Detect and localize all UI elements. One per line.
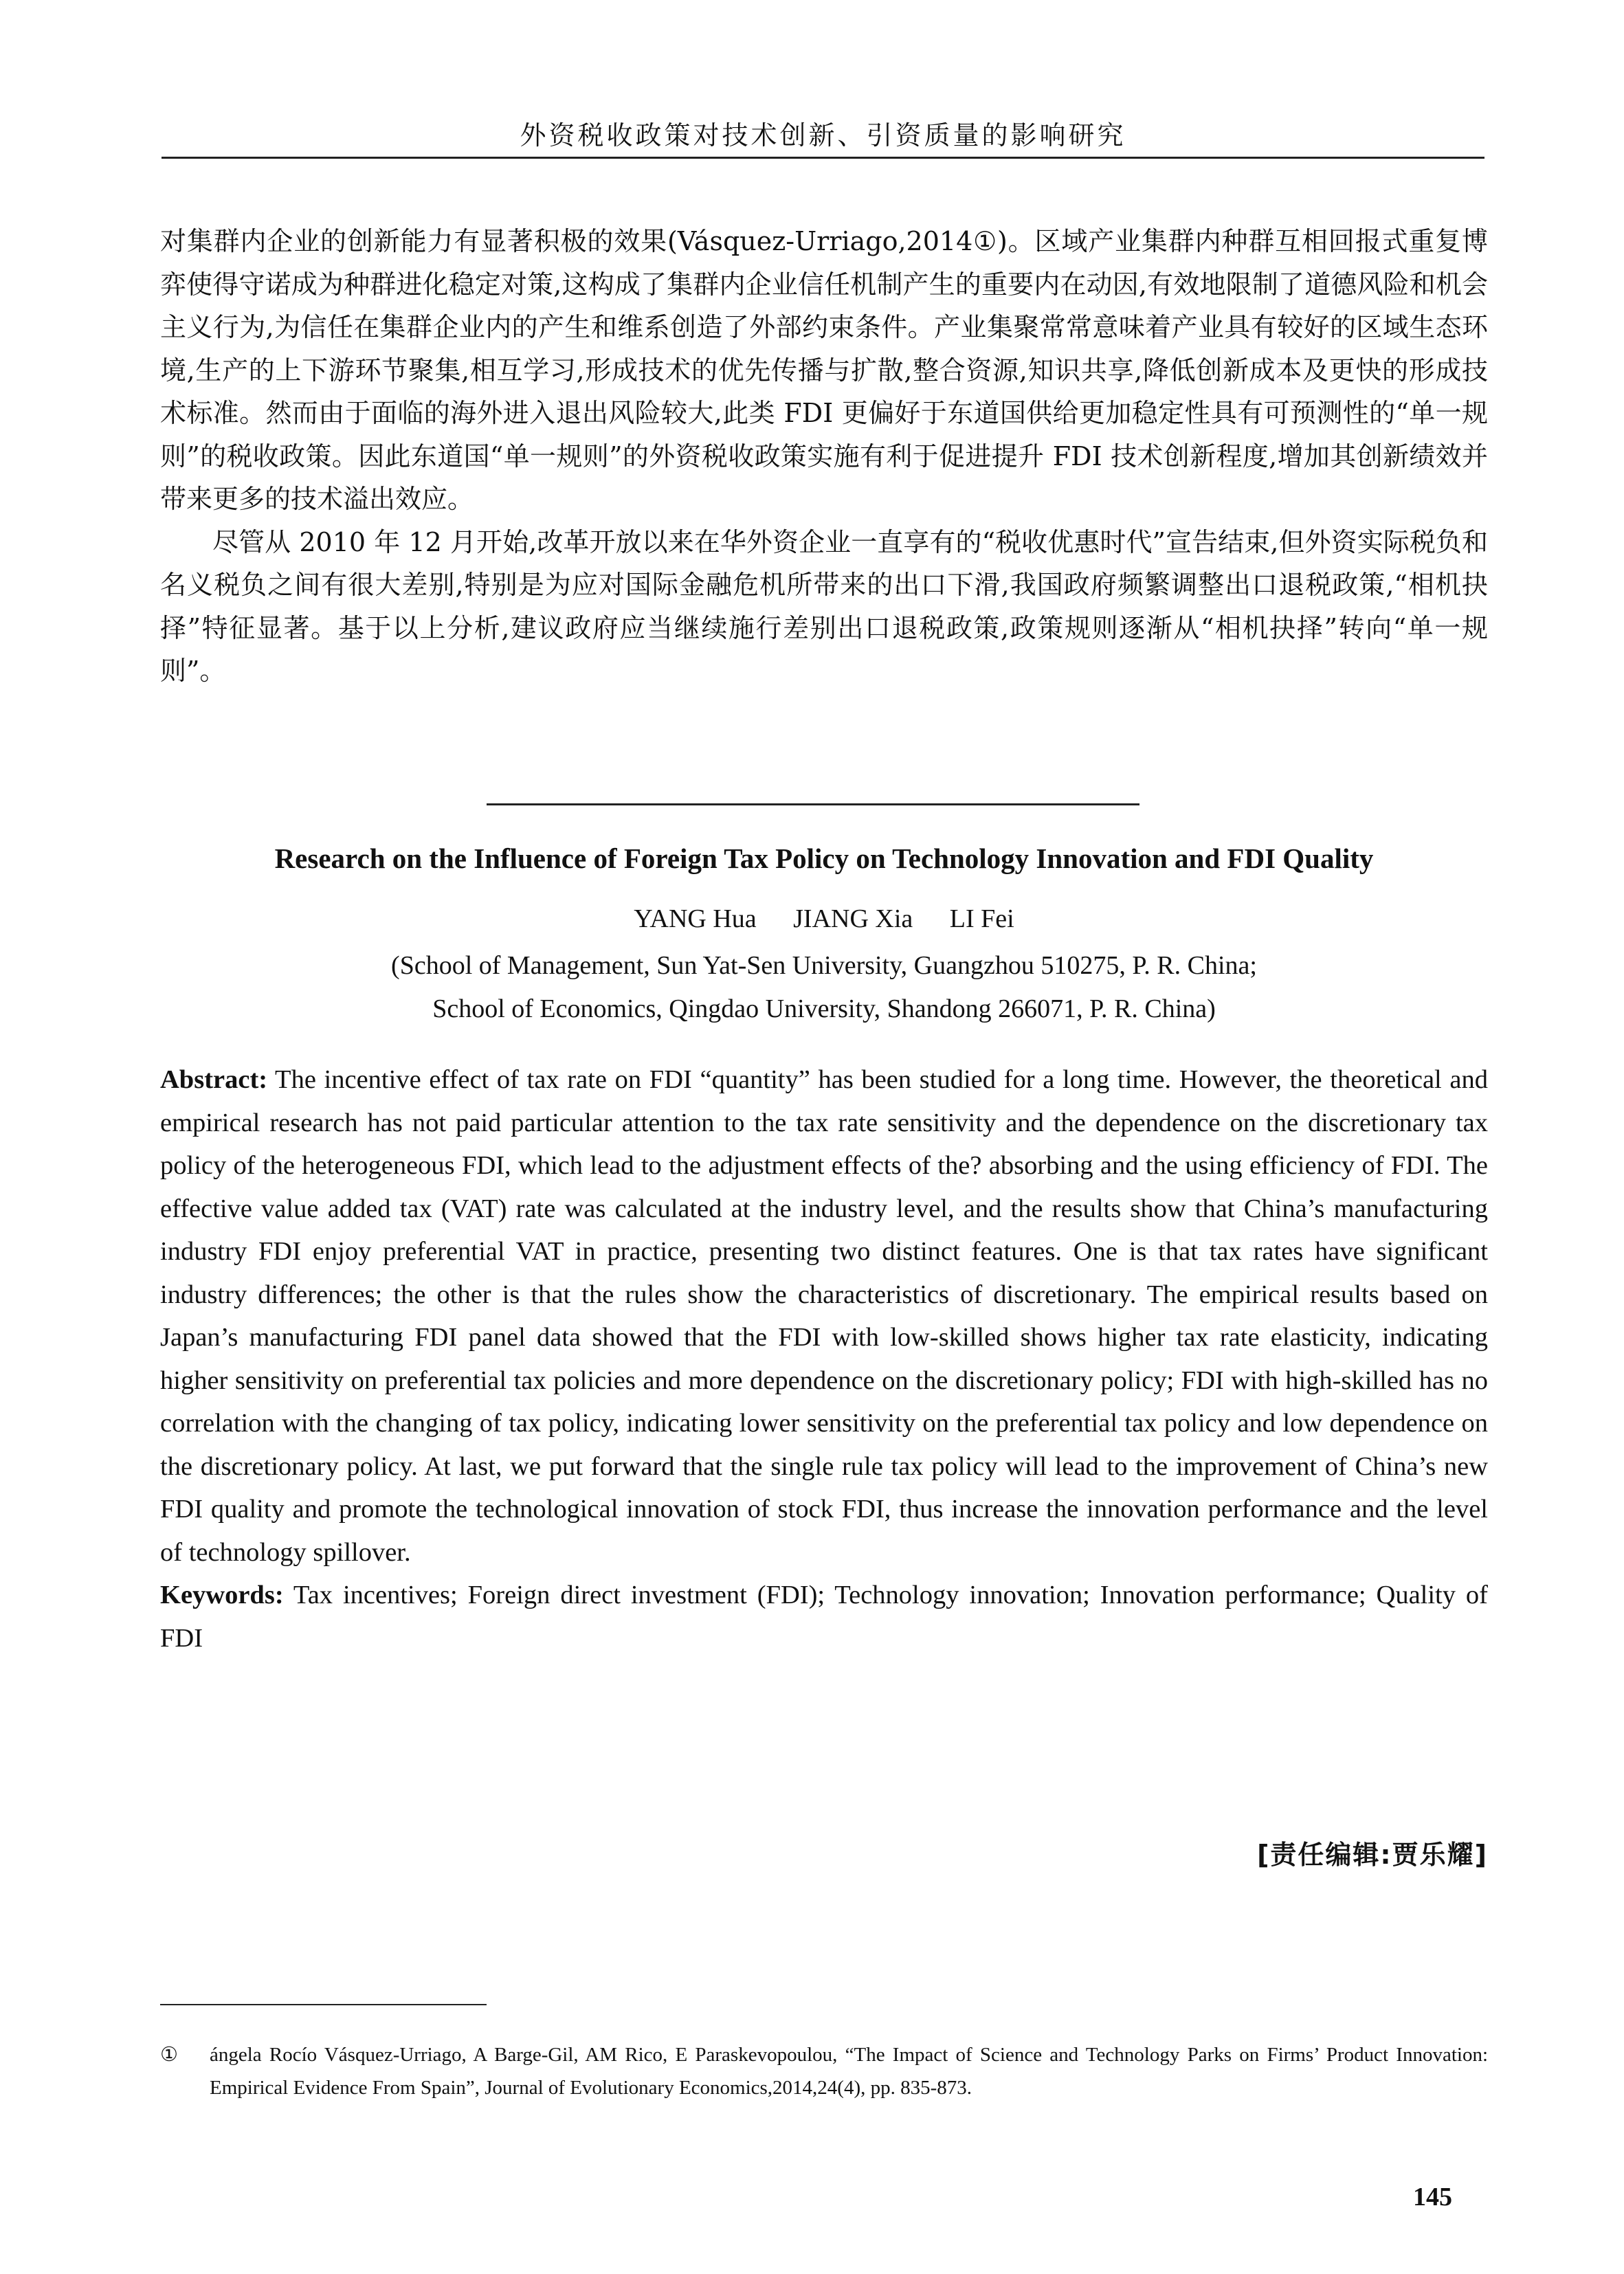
- author-list: [160, 904, 1488, 934]
- section-divider: [487, 803, 1139, 805]
- abstract-text: The incentive effect of tax rate on FDI “quantity” has been studied for a long time. However, the theoretical and empirical research has not paid particular attention to the tax rate sensitivity and the dependence on the discretionary tax policy of the heterogeneous FDI, which lead to the adjustment effects of the? absorbing and the using efficiency of FDI. The effective value added tax (VAT) rate was calculated at the industry level, and the results show that China’s manufacturing industry FDI enjoy preferential VAT in practice, presenting two distinct features. One is that tax rates have significant industry differences; the other is that the rules show the characteristics of discretionary. The empirical results based on Japan’s manufacturing FDI panel data showed that the FDI with low-skilled shows higher tax rate elasticity, indicating higher sensitivity on preferential tax policies and more dependence on the discretionary policy; FDI with high-skilled has no correlation with the changing of tax policy, indicating lower sensitivity on the preferential tax policy and low dependence on the discretionary policy. At last, we put forward that the single rule tax policy will lead to the improvement of China’s new FDI quality and promote the technological innovation of stock FDI, thus increase the innovation performance and the level of technology spillover.: [160, 1065, 1488, 1567]
- responsible-editor: [责任编辑:贾乐耀]: [1257, 1840, 1488, 1870]
- footnote-mark: ①: [160, 2044, 178, 2066]
- affiliation-line-2: School of Economics, Qingdao University, Shandong 266071, P. R. China): [432, 994, 1216, 1023]
- author-name: YANG Hua: [634, 904, 757, 933]
- running-header: 外资税收政策对技术创新、引资质量的影响研究: [520, 120, 1126, 151]
- abstract-label: Abstract:: [160, 1065, 268, 1094]
- affiliation-line-1: (School of Management, Sun Yat-Sen University, Guangzhou 510275, P. R. China;: [391, 951, 1257, 980]
- footnote: [160, 2038, 1488, 2104]
- body-paragraph-1: 对集群内企业的创新能力有显著积极的效果(Vásquez-Urriago,2014①)。区域产业集群内种群互相回报式重复博弈使得守诺成为种群进化稳定对策,这构成了集群内企业信任机制产生的重要内在动因,有效地限制了道德风险和机会主义行为,为信任在集群企业内的产生和维系创造了外部约束条件。产业集聚常常意味着产业具有较好的区域生态环境,生产的上下游环节聚集,相互学习,形成技术的优先传播与扩散,整合资源,知识共享,降低创新成本及更快的形成技术标准。然而由于面临的海外进入退出风险较大,此类 FDI 更偏好于东道国供给更加稳定性具有可预测性的“单一规则”的税收政策。因此东道国“单一规则”的外资税收政策实施有利于促进提升 FDI 技术创新程度,增加其创新绩效并带来更多的技术溢出效应。: [160, 226, 1488, 514]
- page-number: 145: [1413, 2183, 1452, 2211]
- author-name: LI Fei: [949, 904, 1014, 933]
- body-paragraph-2: 尽管从 2010 年 12 月开始,改革开放以来在华外资企业一直享有的“税收优惠时代”宣告结束,但外资实际税负和名义税负之间有很大差别,特别是为应对国际金融危机所带来的出口下滑,我国政府频繁调整出口退税政策,“相机抉择”特征显著。基于以上分析,建议政府应当继续施行差别出口退税政策,政策规则逐渐从“相机抉择”转向“单一规则”。: [160, 526, 1488, 686]
- keywords-label: Keywords:: [160, 1581, 284, 1609]
- abstract-paragraph: [160, 1058, 1488, 1574]
- author-name: JIANG Xia: [793, 904, 913, 933]
- english-title: Research on the Influence of Foreign Tax Policy on Technology Innovation and FDI Quality: [274, 843, 1374, 874]
- footnote-text: ángela Rocío Vásquez-Urriago, A Barge-Gil, AM Rico, E Paraskevopoulou, “The Impact of Science and Technology Parks on Firms’ Product Innovation: Empirical Evidence From Spain”, Journal of Evolutionary Economics,2014,24(4), pp. 835-873.: [210, 2044, 1488, 2099]
- header-rule: [162, 157, 1484, 159]
- keywords-paragraph: [160, 1574, 1488, 1660]
- keywords-text: Tax incentives; Foreign direct investment (FDI); Technology innovation; Innovation performance; Quality of FDI: [160, 1581, 1488, 1653]
- english-abstract: [160, 1058, 1488, 1660]
- chinese-body: [160, 220, 1488, 693]
- footnote-rule: [160, 2004, 487, 2005]
